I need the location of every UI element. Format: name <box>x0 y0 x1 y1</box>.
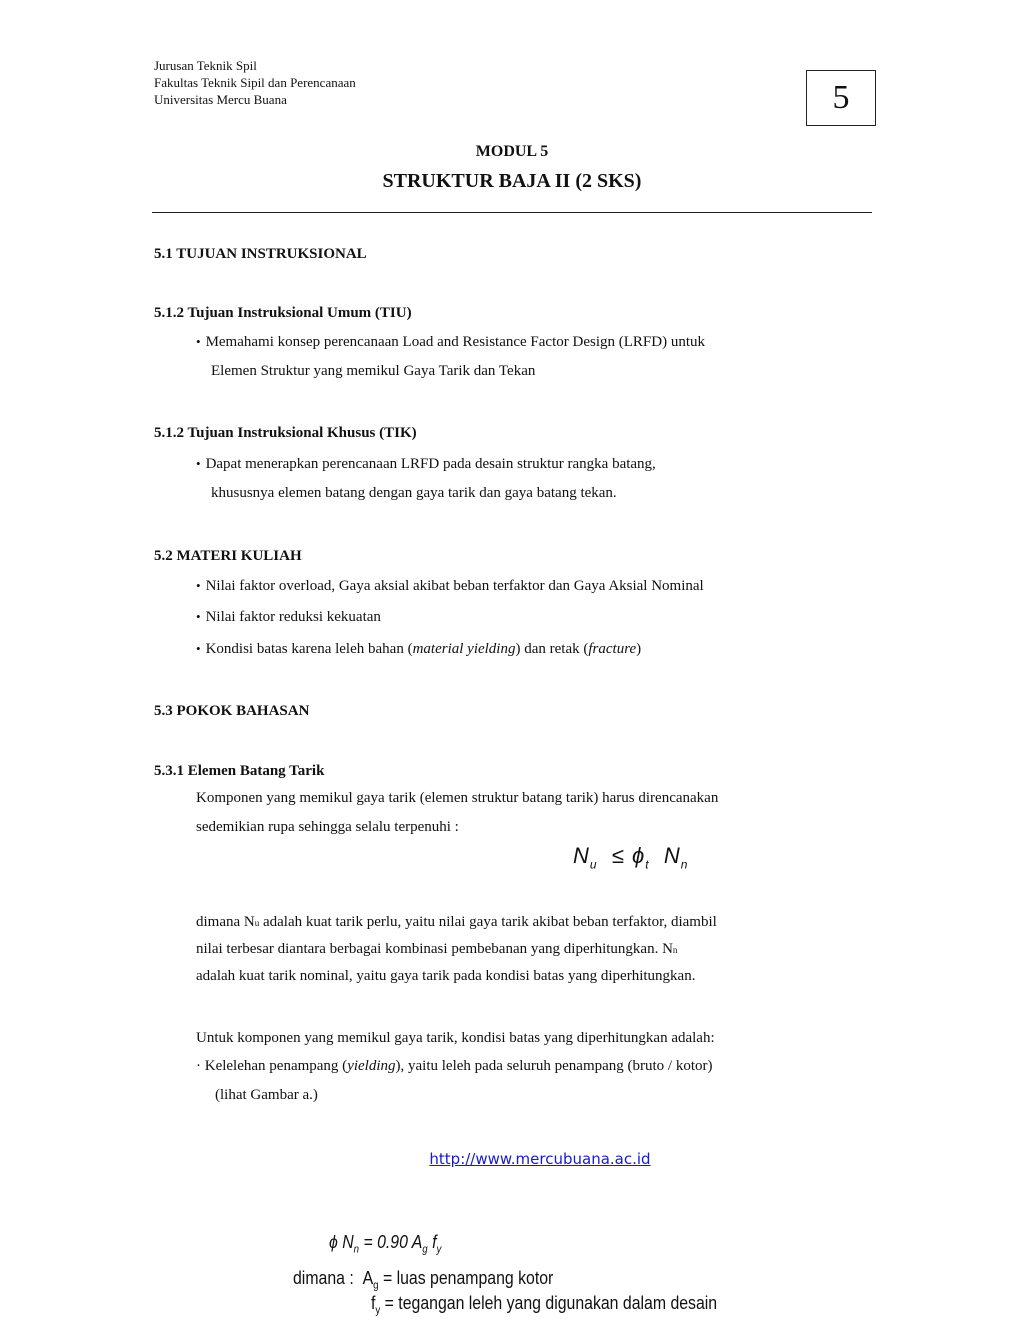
tik-bullet-line-1: • Dapat menerapkan perencanaan LRFD pada desain struktur rangka batang, <box>196 456 656 473</box>
formula-leq: ≤ <box>611 843 625 868</box>
footer-url-link[interactable]: http://www.mercubuana.ac.id <box>429 1150 651 1168</box>
paragraph-3-line-2 <box>196 1058 713 1075</box>
section-heading-tiu: 5.1.2 Tujuan Instruksional Umum (TIU) <box>154 305 412 321</box>
p2-l1-a: dimana N <box>196 914 255 930</box>
tik-bullet-line-2: khususnya elemen batang dengan gaya tarik dan gaya batang tekan. <box>211 485 617 501</box>
materi-item-3-text-c: ) <box>636 641 642 657</box>
p2-l2-sub: n <box>672 945 678 955</box>
formula-nn-sub: n <box>680 857 689 872</box>
materi-item-3-text-a: Kondisi batas karena leleh bahan ( <box>205 641 413 657</box>
f2-fy-sub: y <box>375 1304 381 1317</box>
faculty-name: Fakultas Teknik Sipil dan Perencanaan <box>154 75 356 90</box>
paragraph-3-line-3: (lihat Gambar a.) <box>215 1087 318 1103</box>
f2-fy-b: = tegangan leleh yang digunakan dalam desain <box>380 1293 718 1313</box>
f2-fy-a: f <box>371 1293 376 1313</box>
section-heading-tik: 5.1.2 Tujuan Instruksional Khusus (TIK) <box>154 425 417 441</box>
section-heading-5-3-1: 5.3.1 Elemen Batang Tarik <box>154 763 325 779</box>
module-title: MODUL 5 <box>475 143 549 160</box>
page-number-box <box>806 70 876 126</box>
p2-l1-sub: u <box>254 918 260 928</box>
course-title: STRUKTUR BAJA II (2 SKS) <box>382 170 642 192</box>
materi-item-3-text-b: ) dan retak ( <box>515 641 589 657</box>
f2-l1-a: ϕ N <box>329 1232 354 1252</box>
tiu-bullet-line-1: • Memahami konsep perencanaan Load and Resistance Factor Design (LRFD) untuk <box>196 334 705 351</box>
p2-l2-a: nilai terbesar diantara berbagai kombinasi pembebanan yang diperhitungkan. N <box>196 941 673 957</box>
formula-nn: N <box>663 843 681 868</box>
materi-item-3-italic-a: material yielding <box>412 641 516 657</box>
tiu-bullet-line-2: Elemen Struktur yang memikul Gaya Tarik dan Tekan <box>211 363 536 379</box>
materi-item-2: • Nilai faktor reduksi kekuatan <box>196 609 381 626</box>
department-name: Jurusan Teknik Spil <box>154 58 257 73</box>
f2-l1-b: = 0.90 A <box>359 1232 423 1252</box>
materi-item-3 <box>196 641 641 658</box>
paragraph-1-line-1: Komponen yang memikul gaya tarik (elemen struktur batang tarik) harus direncanakan <box>196 790 719 806</box>
formula-nu: N <box>573 843 590 868</box>
f2-l1-sub2: g <box>422 1243 428 1256</box>
section-heading-5-3: 5.3 POKOK BAHASAN <box>154 703 310 719</box>
formula-nu-sub: u <box>589 857 598 872</box>
f2-ag-sub: g <box>373 1279 379 1292</box>
f2-ag-a: A <box>362 1268 374 1288</box>
paragraph-2-line-3: adalah kuat tarik nominal, yaitu gaya tarik pada kondisi batas yang diperhitungkan. <box>196 968 696 984</box>
materi-item-3-italic-b: fracture <box>588 641 637 657</box>
section-heading-5-2: 5.2 MATERI KULIAH <box>154 548 302 564</box>
f2-l1-c: f <box>427 1232 437 1252</box>
paragraph-2-line-1 <box>196 914 717 931</box>
formula-where-ag <box>293 1268 553 1292</box>
p3-l2-post: ), yaitu leleh pada seluruh penampang (bruto / kotor) <box>395 1058 713 1074</box>
f2-l1-sub3: y <box>436 1243 442 1256</box>
formula-where-fy <box>371 1293 717 1317</box>
formula-phi: ϕ <box>632 843 646 868</box>
formula-phi-sub: t <box>645 857 650 872</box>
f2-ag-b: = luas penampang kotor <box>378 1268 554 1288</box>
paragraph-2-line-2 <box>196 941 677 958</box>
p3-l2-italic: yielding <box>347 1058 396 1074</box>
f2-l1-sub1: n <box>353 1243 360 1256</box>
paragraph-1-line-2: sedemikian rupa sehingga selalu terpenuhi : <box>196 819 459 835</box>
paragraph-3-line-1: Untuk komponen yang memikul gaya tarik, kondisi batas yang diperhitungkan adalah: <box>196 1030 715 1046</box>
university-name: Universitas Mercu Buana <box>154 92 287 107</box>
p3-l2-pre: · Kelelehan penampang ( <box>196 1058 348 1074</box>
formula-tension-inequality <box>573 843 688 871</box>
formula-design-strength <box>329 1232 441 1256</box>
f2-dimana: dimana : <box>293 1268 354 1288</box>
page-number: 5 <box>832 79 850 116</box>
p2-l1-b: adalah kuat tarik perlu, yaitu nilai gaya tarik akibat beban terfaktor, diambil <box>259 914 717 930</box>
section-heading-5-1: 5.1 TUJUAN INSTRUKSIONAL <box>154 246 367 262</box>
materi-item-1: • Nilai faktor overload, Gaya aksial akibat beban terfaktor dan Gaya Aksial Nominal <box>196 578 704 595</box>
title-divider <box>152 212 872 213</box>
